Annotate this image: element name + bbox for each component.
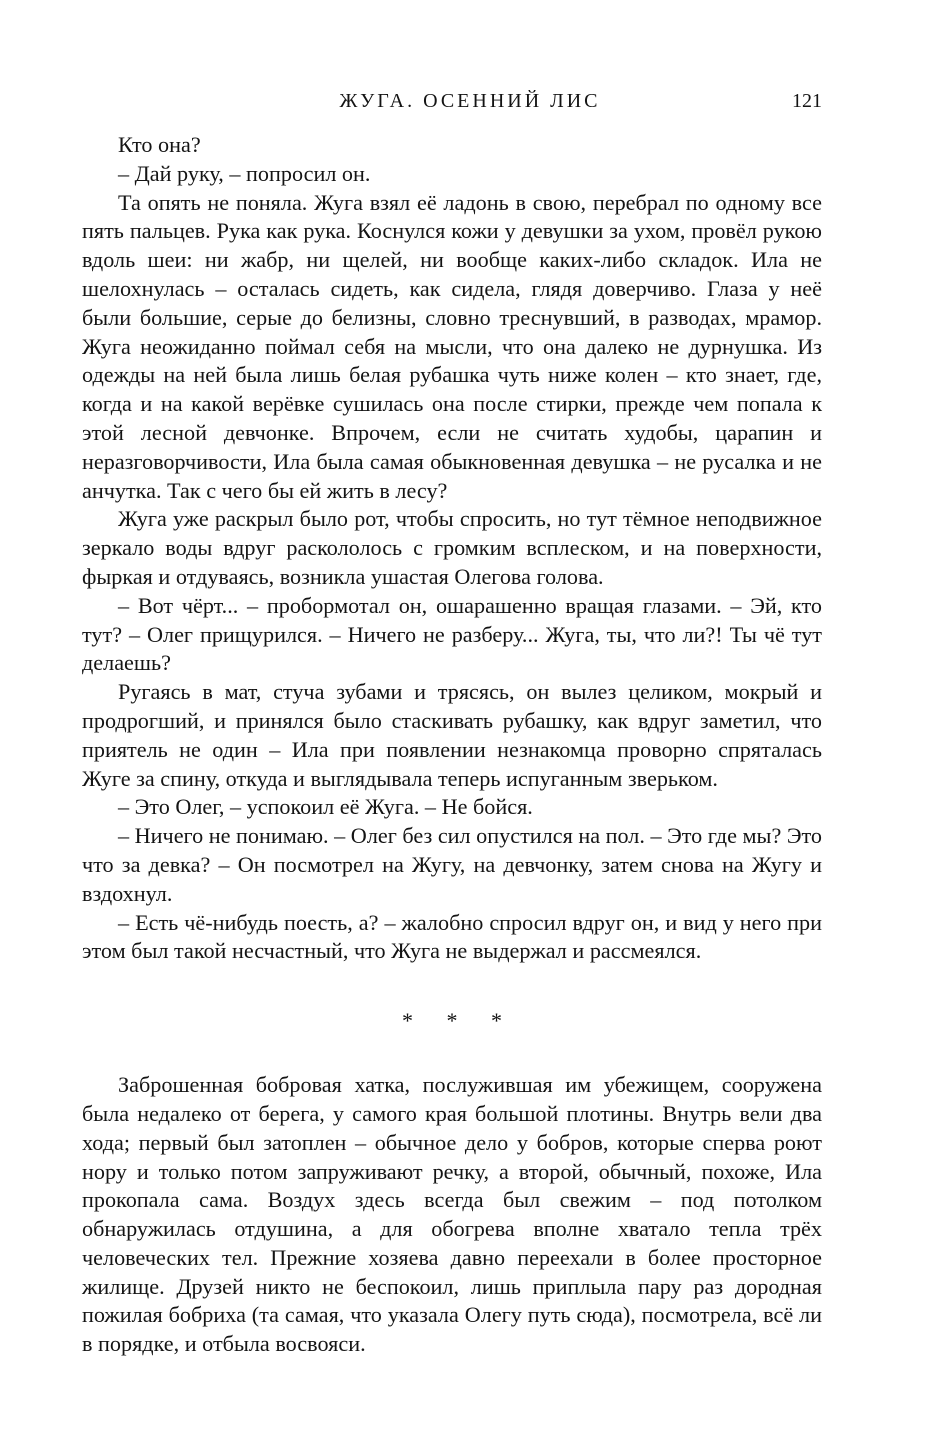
paragraph: – Ничего не понимаю. – Олег без сил опустился на пол. – Это где мы? Это что за девка? – Он посмотрел на Жугу, на девчонку, затем снова на Жугу и вздохнул. (82, 823, 822, 906)
paragraph: – Дай руку, – попросил он. (118, 160, 371, 186)
page-number: 121 (792, 90, 822, 112)
body-text (82, 131, 822, 1359)
paragraph: Та опять не поняла. Жуга взял её ладонь в свою, перебрал по одному все пять пальцев. Рука как рука. Коснулся кожи у девушки за ухом, провёл рукою вдоль шеи: ни жабр, ни щелей, ни вообще каких-либо складок. Ила не шелохнулась – осталась сидеть, как сидела, глядя доверчиво. Глаза у неё были большие, серые до белизны, словно треснувший, в разводах, мрамор. Жуга неожиданно поймал себя на мысли, что она далеко не дурнушка. Из одежды на ней была лишь белая рубашка чуть ниже колен – кто знает, где, когда и на какой верёвке сушилась она после стирки, прежде чем попала к этой лесной девчонке. Впрочем, если не считать худобы, царапин и неразговорчивости, Ила была самая обыкновенная девушка – не русалка и не анчутка. Так с чего бы ей жить в лесу? (82, 189, 822, 503)
paragraph: Жуга уже раскрыл было рот, чтобы спросить, но тут тёмное неподвижное зеркало воды вдруг раскололось с громким всплеском, и на поверхности, фыркая и отдуваясь, возникла ушастая Олегова голова. (82, 506, 822, 589)
paragraph: – Это Олег, – успокоил её Жуга. – Не бойся. (118, 794, 533, 820)
paragraph: – Вот чёрт... – пробормотал он, ошарашенно вращая глазами. – Эй, кто тут? – Олег прищурился. – Ничего не разберу... Жуга, ты, что ли?! Ты чё тут делаешь? (82, 592, 822, 676)
paragraph: Кто она? (118, 132, 201, 157)
section-break: * * * (402, 1008, 516, 1034)
running-title: ЖУГА. ОСЕННИЙ ЛИС (339, 90, 601, 112)
paragraph: – Есть чё-нибудь поесть, а? – жалобно спросил вдруг он, и вид у него при этом был такой несчастный, что Жуга не выдержал и рассмеялся. (82, 909, 822, 964)
paragraph: Заброшенная бобровая хатка, послужившая им убежищем, сооружена была недалеко от берега, у самого края большой плотины. Внутрь вели два хода; первый был затоплен – обычное дело у бобров, которые сперва роют нору и только потом запруживают речку, а второй, обычный, похоже, Ила прокопала сама. Воздух здесь всегда был свежим – под потолком обнаружилась отдушина, а для обогрева вполне хватало тепла трёх человеческих тел. Прежние хозяева давно переехали в более просторное жилище. Друзей никто не беспокоил, лишь приплыла пару раз дородная пожилая бобриха (та самая, что указала Олегу путь сюда), посмотрела, всё ли в порядке, и отбыла восвояси. (82, 1072, 822, 1357)
running-header (118, 86, 822, 116)
paragraph: Ругаясь в мат, стуча зубами и трясясь, он вылез целиком, мокрый и продрогший, и принялся было стаскивать рубашку, как вдруг заметил, что приятель не один – Ила при появлении незнакомца проворно спряталась Жуге за спину, откуда и выглядывала теперь испуганным зверьком. (82, 679, 822, 791)
